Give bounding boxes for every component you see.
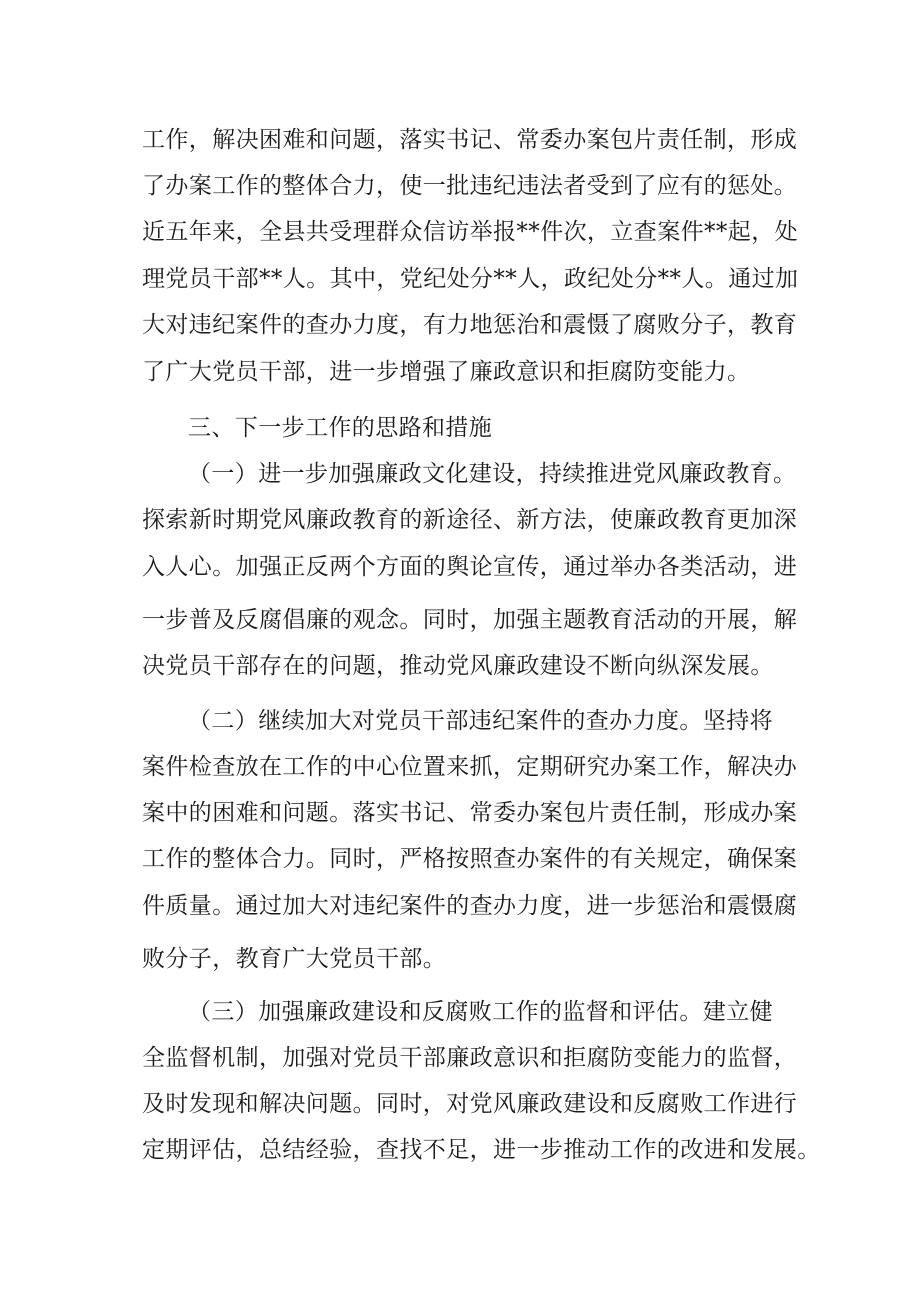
body-text-line: 理党员干部**人。其中，党纪处分**人，政纪处分**人。通过加 [142,266,799,292]
body-text-line: 大对违纪案件的查办力度，有力地惩治和震慑了腐败分子，教育 [142,312,798,338]
body-text-line: 败分子，教育广大党员干部。 [142,946,447,972]
body-text-line: 案件检查放在工作的中心位置来抓，定期研究办案工作，解决办 [142,754,798,780]
body-text-line: 近五年来，全县共受理群众信访举报**件次，立查案件**起，处 [142,219,798,245]
body-text-line: 及时发现和解决问题。同时，对党风廉政建设和反腐败工作进行 [142,1091,798,1117]
body-text-line: 全监督机制，加强对党员干部廉政意识和拒腐防变能力的监督， [142,1045,798,1071]
subsection-heading-3: （三）加强廉政建设和反腐败工作的监督和评估。建立健 [188,999,773,1025]
body-text-line: 定期评估，总结经验，查找不足，进一步推动工作的改进和发展。 [142,1137,821,1163]
section-heading: 三、下一步工作的思路和措施 [188,415,493,441]
body-text-line: 工作的整体合力。同时，严格按照查办案件的有关规定，确保案 [142,846,798,872]
body-text-line: 入人心。加强正反两个方面的舆论宣传，通过举办各类活动，进 [142,554,798,580]
subsection-heading-1: （一）进一步加强廉政文化建设，持续推进党风廉政教育。 [188,461,797,487]
subsection-heading-2: （二）继续加大对党员干部违纪案件的查办力度。坚持将 [188,708,773,734]
body-text-line: 探索新时期党风廉政教育的新途径、新方法，使廉政教育更加深 [142,507,798,533]
body-text-line: 了广大党员干部，进一步增强了廉政意识和拒腐防变能力。 [142,359,751,385]
body-text-line: 案中的困难和问题。落实书记、常委办案包片责任制，形成办案 [142,800,798,826]
body-text-line: 件质量。通过加大对违纪案件的查办力度，进一步惩治和震慑腐 [142,893,798,919]
body-text-line: 一步普及反腐倡廉的观念。同时，加强主题教育活动的开展，解 [142,607,798,633]
body-text-line: 工作，解决困难和问题，落实书记、常委办案包片责任制，形成 [142,127,798,153]
body-text-line: 了办案工作的整体合力，使一批违纪违法者受到了应有的惩处。 [142,173,798,199]
body-text-line: 决党员干部存在的问题，推动党风廉政建设不断向纵深发展。 [142,653,774,679]
